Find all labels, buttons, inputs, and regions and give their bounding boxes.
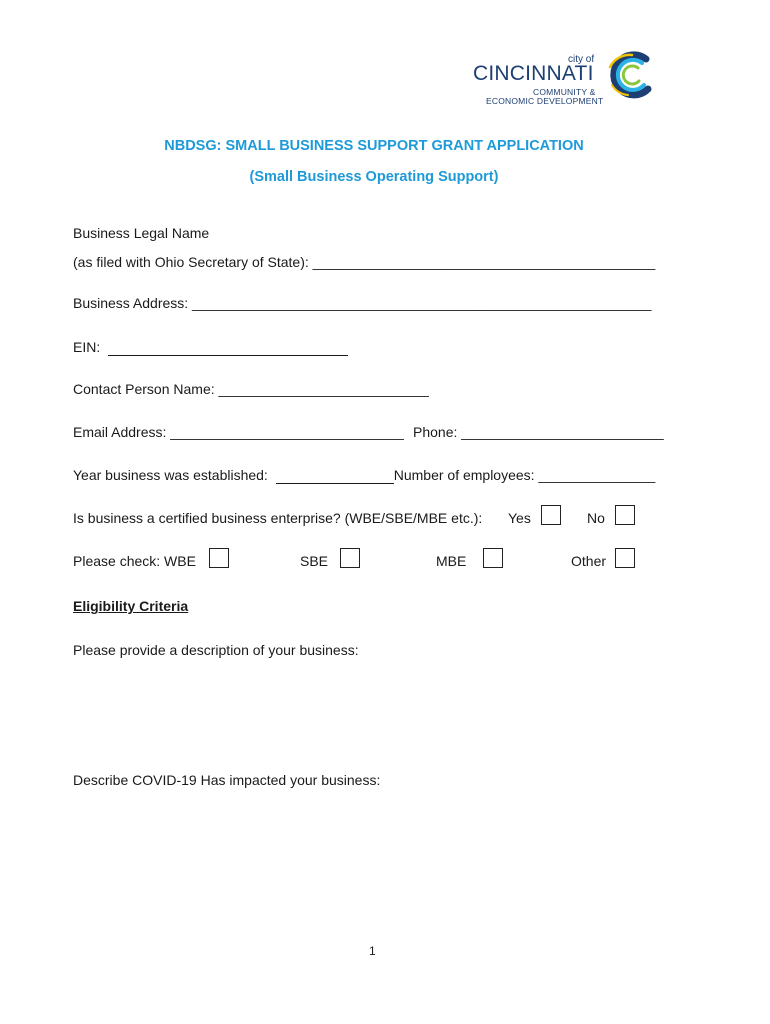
page-number: 1 xyxy=(369,944,376,958)
employees-field[interactable]: Number of employees: _______________ xyxy=(393,467,656,483)
ein-field[interactable] xyxy=(108,339,348,356)
page-subtitle: (Small Business Operating Support) xyxy=(249,169,499,185)
business-description-area[interactable] xyxy=(73,665,673,765)
legal-name-label: Business Legal Name xyxy=(73,225,210,241)
sbe-label: SBE xyxy=(300,553,329,569)
certified-question: Is business a certified business enterprise? (WBE/SBE/MBE etc.): xyxy=(73,510,483,526)
wbe-checkbox[interactable] xyxy=(209,548,229,568)
certified-no-checkbox[interactable] xyxy=(615,505,635,525)
covid-impact-label: Describe COVID-19 Has impacted your business: xyxy=(73,772,381,788)
legal-name-field[interactable]: (as filed with Ohio Secretary of State): ____________________________________________ xyxy=(73,254,656,270)
year-established-field[interactable] xyxy=(276,467,394,484)
sbe-checkbox[interactable] xyxy=(340,548,360,568)
please-check-wbe-label: Please check: WBE xyxy=(73,553,196,569)
covid-impact-area[interactable] xyxy=(73,795,673,925)
business-description-label: Please provide a description of your business: xyxy=(73,642,359,658)
certified-yes-checkbox[interactable] xyxy=(541,505,561,525)
phone-field[interactable]: Phone: __________________________ xyxy=(413,424,664,440)
year-established-label: Year business was established: xyxy=(73,467,268,483)
logo-name: CINCINNATI xyxy=(473,62,594,85)
logo-c-mark-icon xyxy=(602,49,656,99)
certified-no-label: No xyxy=(587,510,605,526)
year-established-row xyxy=(73,467,655,484)
email-field[interactable]: Email Address: ______________________________ xyxy=(73,424,404,440)
page-title: NBDSG: SMALL BUSINESS SUPPORT GRANT APPLICATION xyxy=(164,138,584,154)
logo-city-of: city of xyxy=(568,54,595,65)
logo-line1: COMMUNITY & xyxy=(533,87,596,97)
other-checkbox[interactable] xyxy=(615,548,635,568)
ein-row xyxy=(73,339,348,356)
city-logo xyxy=(470,48,660,108)
other-label: Other xyxy=(571,553,607,569)
business-address-field[interactable]: Business Address: ___________________________________________________________ xyxy=(73,295,652,311)
mbe-checkbox[interactable] xyxy=(483,548,503,568)
logo-line2: ECONOMIC DEVELOPMENT xyxy=(486,96,604,106)
eligibility-heading: Eligibility Criteria xyxy=(73,598,189,614)
ein-label: EIN: xyxy=(73,339,101,355)
certified-yes-label: Yes xyxy=(508,510,531,526)
contact-person-field[interactable]: Contact Person Name: ___________________________ xyxy=(73,381,429,397)
mbe-label: MBE xyxy=(436,553,467,569)
